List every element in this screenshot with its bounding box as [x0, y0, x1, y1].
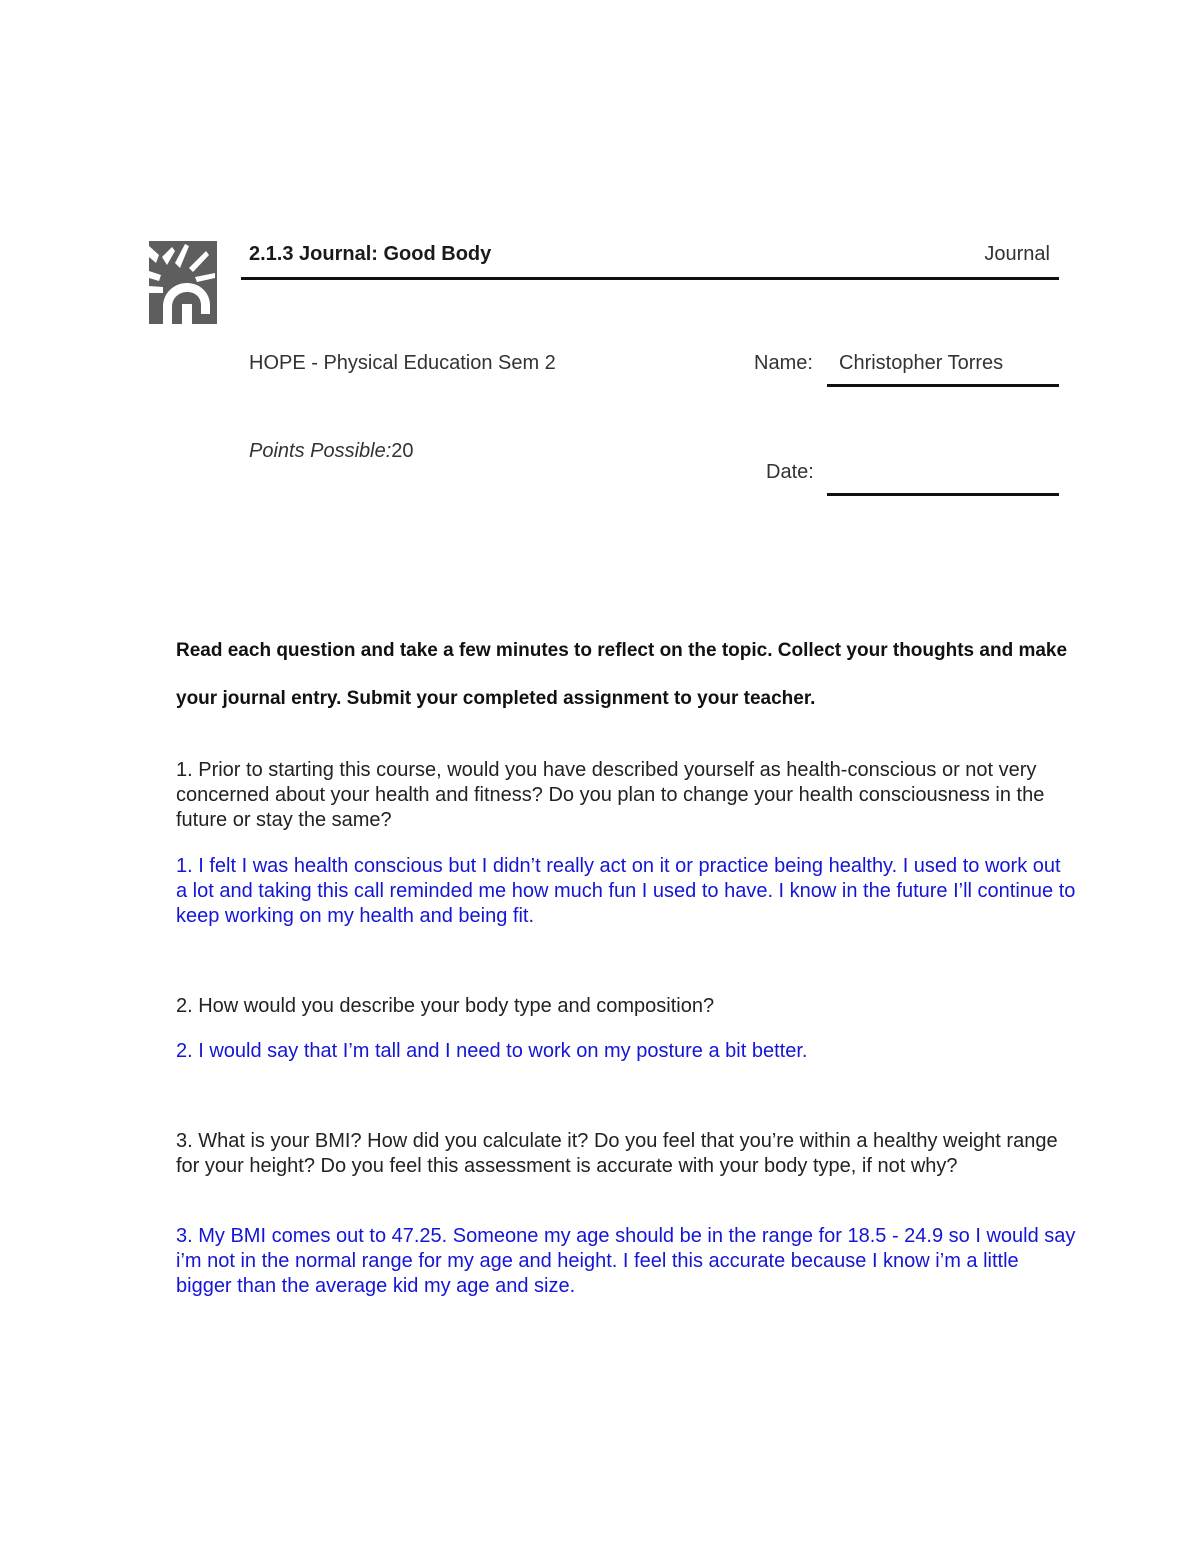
answer-1[interactable]: 1. I felt I was health conscious but I didn’t really act on it or practice being healthy. I used to work out a lot and taking this call reminded me how much fun I used to have. I know in the future I’ll continue to keep working on my health and being fit. — [176, 855, 1076, 927]
name-field[interactable]: Christopher Torres — [839, 352, 1004, 374]
name-label: Name: — [754, 352, 813, 374]
answer-3[interactable]: 3. My BMI comes out to 47.25. Someone my age should be in the range for 18.5 - 24.9 so I would say i’m not in the normal range for my age and height. I feel this accurate because I know i’m a little bigger than the average kid my age and size. — [176, 1225, 1076, 1297]
name-underline — [827, 384, 1059, 387]
question-1: 1. Prior to starting this course, would you have described yourself as health-conscious or not very concerned about your health and fitness? Do you plan to change your health consciousness in the future or stay the same? — [176, 759, 1045, 831]
question-2: 2. How would you describe your body type and composition? — [176, 995, 715, 1017]
sun-hand-logo-icon — [149, 241, 217, 324]
document-type-label: Journal — [984, 243, 1050, 265]
assignment-title: 2.1.3 Journal: Good Body — [249, 243, 492, 265]
answer-2[interactable]: 2. I would say that I’m tall and I need to work on my posture a bit better. — [176, 1040, 808, 1062]
title-divider — [241, 277, 1059, 280]
points-possible — [249, 440, 414, 463]
instructions-text: Read each question and take a few minutes to reflect on the topic. Collect your thoughts and make your journal entry. Submit your completed assignment to your teacher. — [176, 640, 1068, 709]
date-field[interactable] — [827, 493, 1059, 496]
date-label: Date: — [766, 461, 814, 483]
course-name: HOPE - Physical Education Sem 2 — [249, 352, 556, 374]
points-value: 20 — [391, 440, 414, 462]
question-3: 3. What is your BMI? How did you calculate it? Do you feel that you’re within a healthy weight range for your height? Do you feel this assessment is accurate with your body type, if not why? — [176, 1130, 1058, 1177]
points-label: Points Possible: — [249, 440, 392, 462]
